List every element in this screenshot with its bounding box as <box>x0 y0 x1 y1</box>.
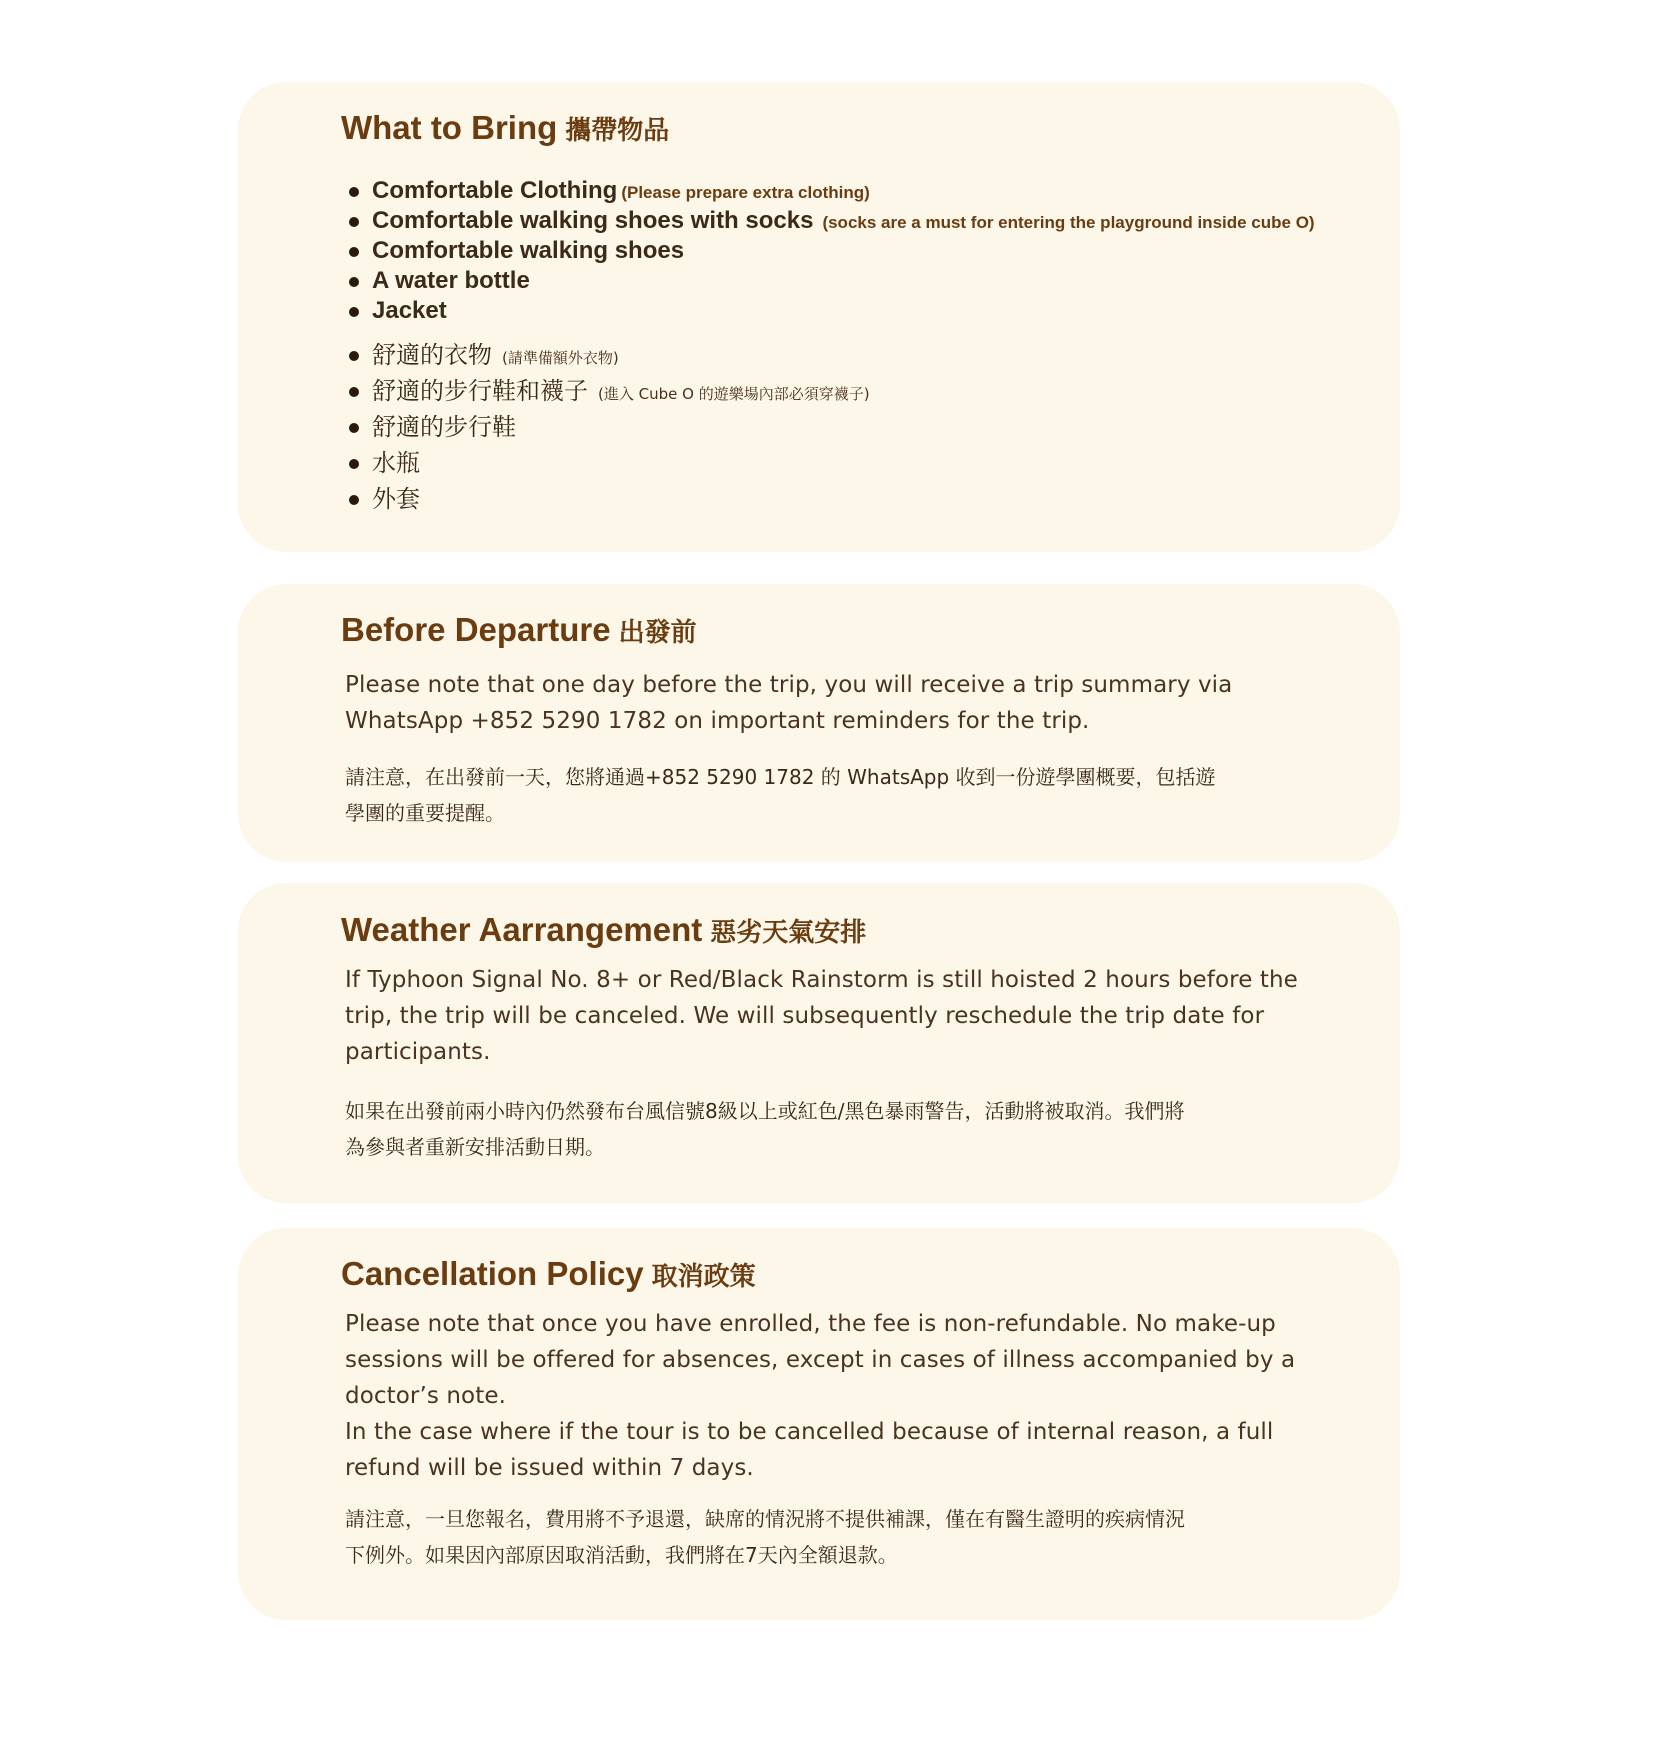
list-item <box>349 481 870 517</box>
title-en: What to Bring <box>341 109 558 146</box>
title-zh: 出發前 <box>618 618 697 648</box>
weather-arrangement-title <box>341 911 866 949</box>
list-item <box>349 409 870 445</box>
list-item <box>349 337 870 373</box>
list-item <box>349 445 870 481</box>
item-note: (進入 Cube O 的遊樂場內部必須穿襪子) <box>598 385 870 403</box>
list-item <box>349 236 1315 266</box>
cancellation-text-en: Please note that once you have enrolled, the fee is non-refundable. No make-up sessions will be offered for absences, except in cases of illness accompanied by a doctor’s note. In the case where if the tour is to be cancelled because of internal reason, a full refund will be issued within 7 days. <box>345 1311 1296 1481</box>
list-item <box>349 266 1315 296</box>
cancellation-text-zh: 請注意，一旦您報名，費用將不予退還，缺席的情況將不提供補課，僅在有醫生證明的疾病情況 下例外。如果因內部原因取消活動，我們將在7天內全額退款。 <box>345 1507 1185 1567</box>
title-zh: 攜帶物品 <box>565 116 670 146</box>
item-label: 舒適的步行鞋 <box>372 413 516 441</box>
title-zh: 取消政策 <box>651 1262 756 1292</box>
cancellation-policy-title <box>341 1255 756 1293</box>
before-departure-title <box>341 611 697 649</box>
departure-text-en: Please note that one day before the trip, you will receive a trip summary via WhatsApp +852 5290 1782 on important reminders for the trip. <box>345 672 1233 734</box>
item-note: (請準備額外衣物) <box>502 349 619 367</box>
item-label: A water bottle <box>372 267 530 294</box>
title-en: Weather Aarrangement <box>341 911 703 948</box>
bring-list-en <box>349 176 1315 326</box>
what-to-bring-card <box>238 82 1400 552</box>
weather-arrangement-card <box>238 883 1400 1203</box>
item-label: 外套 <box>372 485 420 513</box>
weather-text-en: If Typhoon Signal No. 8+ or Red/Black Rainstorm is still hoisted 2 hours before the trip, the trip will be canceled. We will subsequently reschedule the trip date for participants. <box>345 967 1298 1065</box>
item-label: 舒適的步行鞋和襪子 <box>372 377 588 405</box>
departure-text-zh: 請注意，在出發前一天，您將通過+852 5290 1782 的 WhatsApp 收到一份遊學團概要，包括遊 學團的重要提醒。 <box>345 765 1216 825</box>
item-label: Comfortable walking shoes <box>372 237 685 264</box>
item-label: 水瓶 <box>372 449 420 477</box>
weather-text-zh: 如果在出發前兩小時內仍然發布台風信號8級以上或紅色/黑色暴雨警告，活動將被取消。我們將 為參與者重新安排活動日期。 <box>345 1099 1185 1159</box>
item-note: (socks are a must for entering the playground inside cube O) <box>822 213 1315 232</box>
title-zh: 惡劣天氣安排 <box>710 918 867 948</box>
bring-list-zh <box>349 337 870 517</box>
cancellation-policy-card <box>238 1228 1400 1620</box>
item-label: Comfortable Clothing <box>372 177 618 204</box>
what-to-bring-title <box>341 109 669 147</box>
list-item <box>349 373 870 409</box>
before-departure-card <box>238 584 1400 862</box>
list-item <box>349 296 1315 326</box>
item-label: Comfortable walking shoes with socks <box>372 207 814 234</box>
title-en: Cancellation Policy <box>341 1255 644 1292</box>
item-note: (Please prepare extra clothing) <box>621 183 870 202</box>
title-en: Before Departure <box>341 611 611 648</box>
list-item <box>349 206 1315 236</box>
item-label: 舒適的衣物 <box>372 341 492 369</box>
list-item <box>349 176 1315 206</box>
item-label: Jacket <box>372 297 447 324</box>
